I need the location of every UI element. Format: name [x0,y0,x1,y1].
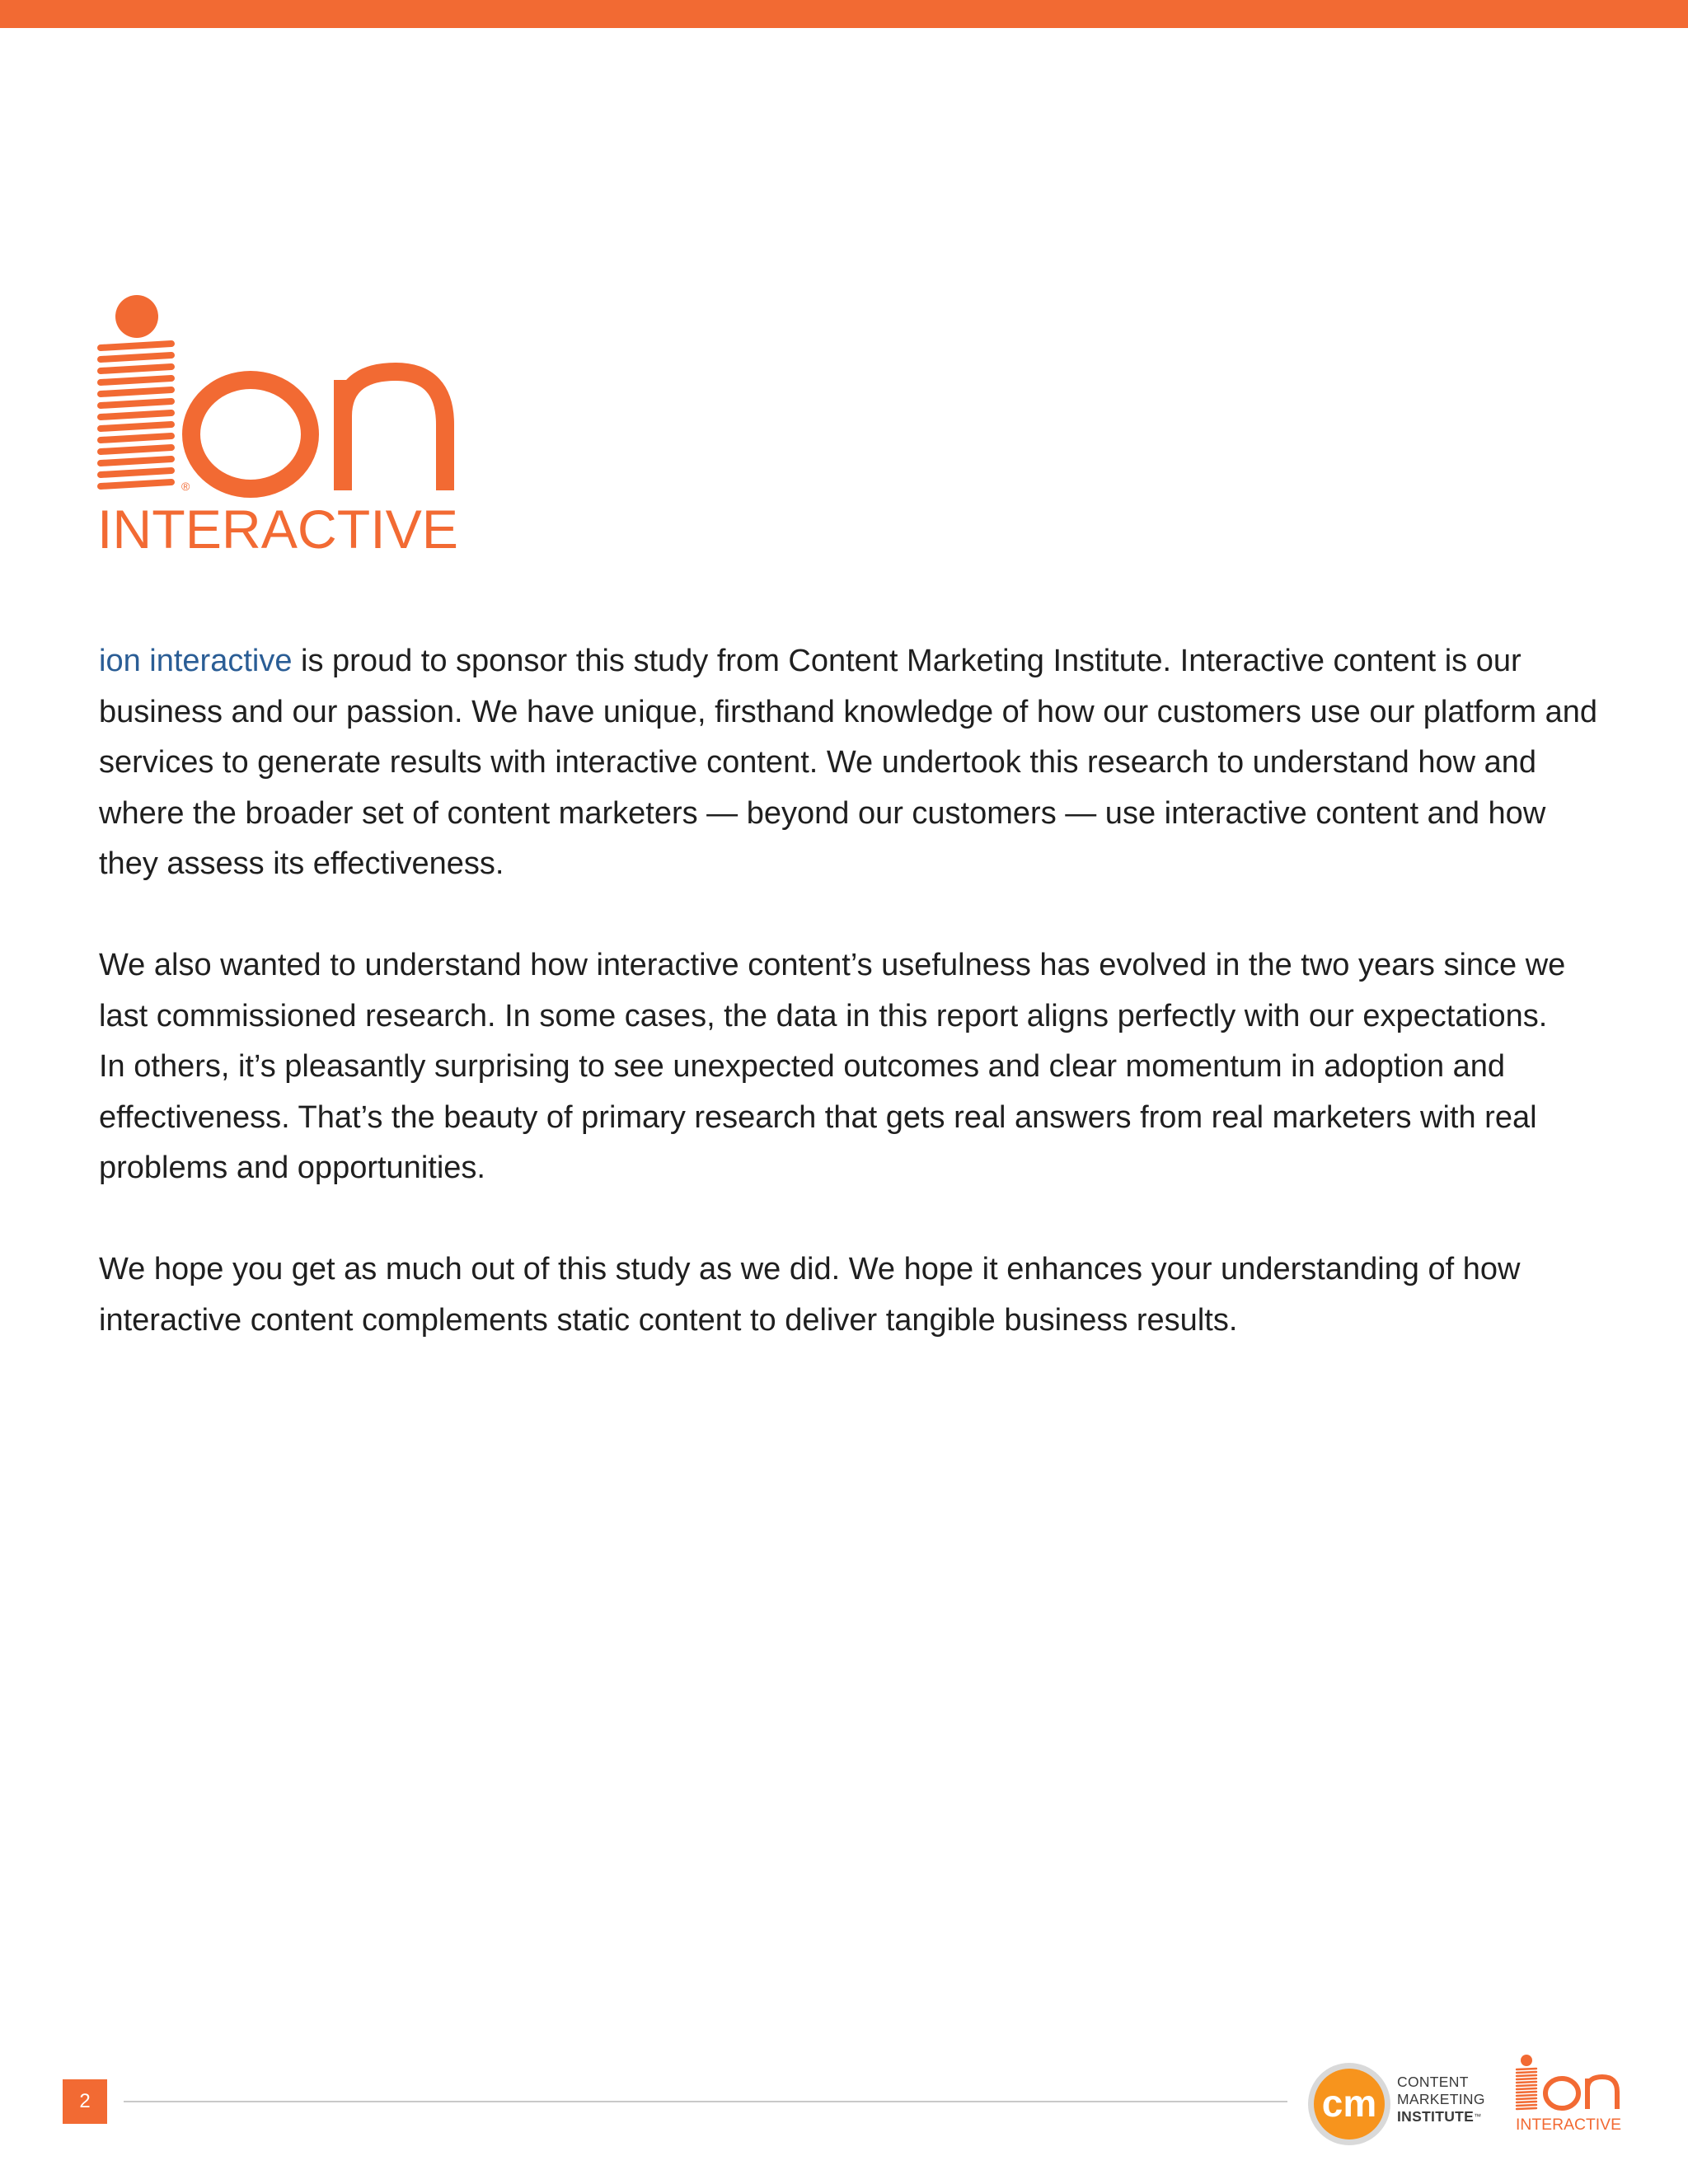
text-line: We also wanted to understand how interactive content’s usefulness has evolved in the two years since we [99,948,1566,982]
cmi-line-2: MARKETING [1397,2091,1485,2107]
text-line: where the broader set of content marketers — beyond our customers — use interactive content and how [99,795,1546,831]
logo-n [343,372,445,490]
top-accent-bar [0,0,1688,28]
paragraph-1 [99,636,1599,890]
text-line: they assess its effectiveness. [99,846,504,881]
footer-divider [124,2101,1287,2102]
logo-i-coil [101,344,171,486]
paragraph-2 [99,940,1599,1194]
cmi-circle-icon [1306,2060,1393,2148]
text-line: services to generate results with interactive content. We undertook this research to understand how and [99,745,1537,780]
logo-interactive-text: INTERACTIVE [97,499,458,556]
text-line: business and our passion. We have unique, firsthand knowledge of how our customers use our platform and [99,694,1598,729]
cmi-line-1: CONTENT [1397,2074,1469,2090]
text-line: problems and opportunities. [99,1151,485,1185]
paragraph-3 [99,1244,1599,1346]
logo-o [191,380,310,489]
ion-interactive-logo [96,293,467,556]
ion-interactive-link[interactable]: ion interactive [99,644,293,678]
footer-logo-interactive-text: INTERACTIVE [1516,2116,1621,2134]
text-line: In others, it’s pleasantly surprising to see unexpected outcomes and clear momentum in adoption and [99,1049,1506,1084]
text-line: last commissioned research. In some cases, the data in this report aligns perfectly with our expectations. [99,998,1548,1033]
svg-text:®: ® [181,480,190,493]
text-line: interactive content complements static content to deliver tangible business results. [99,1302,1238,1338]
text-line: We hope you get as much out of this study as we did. We hope it enhances your understanding of how [99,1252,1521,1286]
cmi-tm: ™ [1474,2112,1482,2121]
content-marketing-institute-logo [1306,2055,1487,2146]
logo-i-dot [115,295,158,338]
cmi-line-3: INSTITUTE [1397,2108,1475,2125]
sponsor-letter [99,636,1599,1397]
cmi-mark: cm [1321,2082,1377,2125]
text-line: is proud to sponsor this study from Content Marketing Institute. Interactive content is our [292,644,1522,678]
text-line: effectiveness. That’s the beauty of primary research that gets real answers from real marketers with real [99,1099,1537,1135]
ion-interactive-footer-logo [1515,2054,1629,2136]
page-number: 2 [63,2079,107,2124]
